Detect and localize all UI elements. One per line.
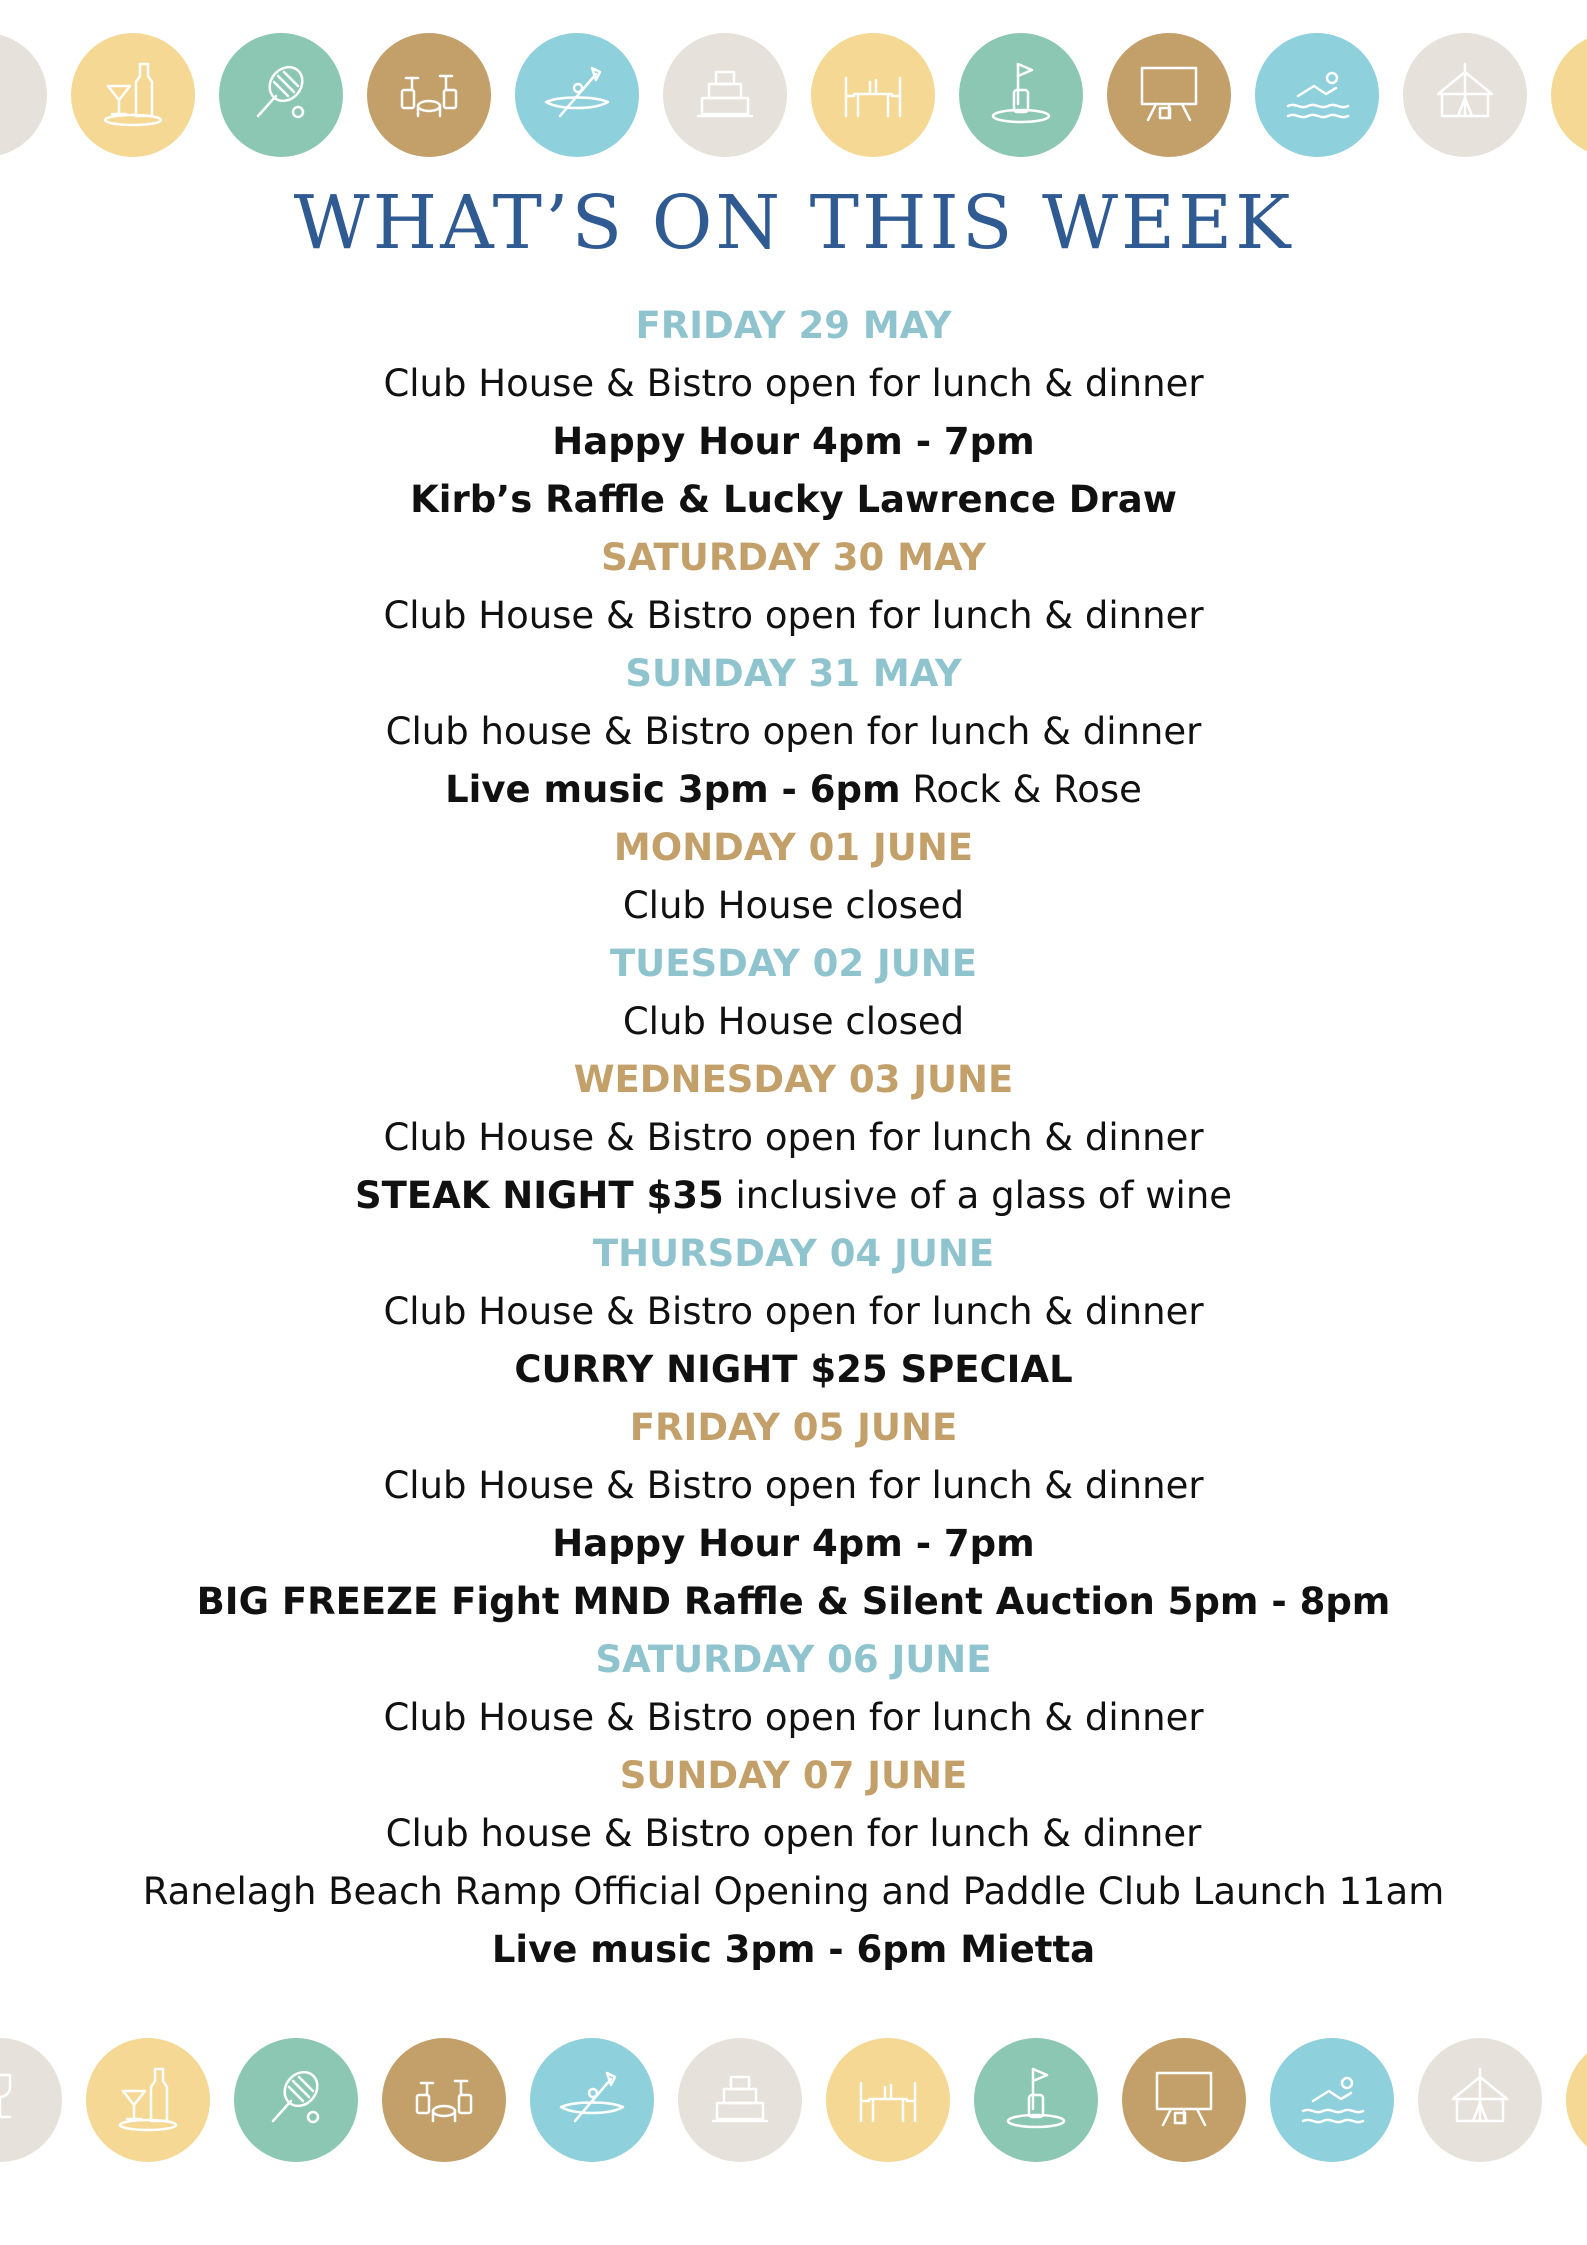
dining-table-badge	[826, 2038, 950, 2162]
event-line	[0, 1573, 1587, 1631]
day-heading: FRIDAY 05 JUNE	[629, 1406, 958, 1449]
event-line	[0, 877, 1587, 935]
wedding-cake-icon	[682, 50, 768, 140]
event-text: Club house & Bistro open for lunch & dinner	[385, 710, 1202, 753]
wedding-cake-badge	[663, 33, 787, 157]
event-text: Club House & Bistro open for lunch & dinner	[383, 362, 1204, 405]
wedding-cake-badge	[678, 2038, 802, 2162]
movie-screen-icon	[1126, 50, 1212, 140]
swimmer-badge	[1270, 2038, 1394, 2162]
cocktail-bottle-icon	[90, 50, 176, 140]
day-heading: SUNDAY 07 JUNE	[619, 1754, 968, 1797]
kayak-paddle-icon	[549, 2055, 635, 2145]
bottom-icon-strip	[0, 2035, 1587, 2165]
event-line	[0, 355, 1587, 413]
event-text: Club House & Bistro open for lunch & dinner	[383, 1116, 1204, 1159]
event-highlight: STEAK NIGHT $35	[354, 1174, 724, 1217]
event-text: Ranelagh Beach Ramp Official Opening and Paddle Club Launch 11am	[142, 1870, 1445, 1913]
day-heading: TUESDAY 02 JUNE	[609, 942, 978, 985]
dining-table-icon	[830, 50, 916, 140]
circus-tent-badge	[1418, 2038, 1542, 2162]
event-line	[0, 1863, 1587, 1921]
kayak-paddle-badge	[515, 33, 639, 157]
movie-screen-icon	[1141, 2055, 1227, 2145]
event-text: Club House & Bistro open for lunch & dinner	[383, 594, 1204, 637]
event-text: Club House & Bistro open for lunch & dinner	[383, 1696, 1204, 1739]
wine-glass-icon	[0, 2055, 43, 2145]
event-line	[0, 1457, 1587, 1515]
drum-kit-badge	[367, 33, 491, 157]
event-text: Club House & Bistro open for lunch & dinner	[383, 1464, 1204, 1507]
circus-tent-badge	[1403, 33, 1527, 157]
swimmer-badge	[1255, 33, 1379, 157]
event-text: inclusive of a glass of wine	[723, 1174, 1233, 1217]
event-line	[0, 1283, 1587, 1341]
event-line	[0, 1167, 1587, 1225]
event-line	[0, 1341, 1587, 1399]
swimmer-icon	[1274, 50, 1360, 140]
drum-kit-icon	[386, 50, 472, 140]
event-line	[0, 761, 1587, 819]
day-heading: SATURDAY 30 MAY	[601, 536, 986, 579]
day-heading: WEDNESDAY 03 JUNE	[573, 1058, 1014, 1101]
cocktail-bottle-badge	[86, 2038, 210, 2162]
wedding-cake-icon	[697, 2055, 783, 2145]
event-line	[0, 471, 1587, 529]
day-heading: FRIDAY 29 MAY	[635, 304, 952, 347]
event-highlight: Live music 3pm - 6pm	[445, 768, 901, 811]
event-line	[0, 703, 1587, 761]
day-heading: THURSDAY 04 JUNE	[592, 1232, 995, 1275]
tennis-racket-icon	[238, 50, 324, 140]
event-line	[0, 413, 1587, 471]
dining-table-badge	[811, 33, 935, 157]
golf-flag-icon	[978, 50, 1064, 140]
event-highlight: Kirb’s Raffle & Lucky Lawrence Draw	[410, 478, 1177, 521]
event-highlight: Happy Hour 4pm - 7pm	[552, 1522, 1035, 1565]
event-line	[0, 1921, 1587, 1979]
coffee-cup-badge	[1566, 2038, 1587, 2162]
tennis-racket-icon	[253, 2055, 339, 2145]
golf-flag-badge	[974, 2038, 1098, 2162]
drum-kit-icon	[401, 2055, 487, 2145]
event-highlight: BIG FREEZE Fight MND Raffle & Silent Auction 5pm - 8pm	[196, 1580, 1391, 1623]
top-icon-strip	[0, 30, 1587, 160]
movie-screen-badge	[1107, 33, 1231, 157]
event-line	[0, 1805, 1587, 1863]
day-heading: SUNDAY 31 MAY	[625, 652, 962, 695]
kayak-paddle-icon	[534, 50, 620, 140]
event-text: Rock & Rose	[900, 768, 1142, 811]
circus-tent-icon	[1422, 50, 1508, 140]
golf-flag-icon	[993, 2055, 1079, 2145]
event-highlight: Happy Hour 4pm - 7pm	[552, 420, 1035, 463]
kayak-paddle-badge	[530, 2038, 654, 2162]
day-heading: MONDAY 01 JUNE	[613, 826, 974, 869]
event-line	[0, 993, 1587, 1051]
swimmer-icon	[1289, 2055, 1375, 2145]
event-text: Club House closed	[622, 884, 965, 927]
circus-tent-icon	[1437, 2055, 1523, 2145]
event-text: Club House closed	[622, 1000, 965, 1043]
movie-screen-badge	[1122, 2038, 1246, 2162]
event-highlight: CURRY NIGHT $25 SPECIAL	[514, 1348, 1073, 1391]
event-text: Club House & Bistro open for lunch & dinner	[383, 1290, 1204, 1333]
event-line	[0, 1689, 1587, 1747]
coffee-cup-icon	[1570, 50, 1587, 140]
wine-glass-icon	[0, 50, 28, 140]
cocktail-bottle-badge	[71, 33, 195, 157]
event-text: Club house & Bistro open for lunch & dinner	[385, 1812, 1202, 1855]
event-highlight: Live music 3pm - 6pm Mietta	[491, 1928, 1096, 1971]
wine-glass-badge	[0, 2038, 62, 2162]
event-line	[0, 587, 1587, 645]
golf-flag-badge	[959, 33, 1083, 157]
tennis-racket-badge	[219, 33, 343, 157]
weekly-schedule	[0, 297, 1587, 1979]
tennis-racket-badge	[234, 2038, 358, 2162]
coffee-cup-badge	[1551, 33, 1587, 157]
event-line	[0, 1515, 1587, 1573]
drum-kit-badge	[382, 2038, 506, 2162]
cocktail-bottle-icon	[105, 2055, 191, 2145]
wine-glass-badge	[0, 33, 47, 157]
day-heading: SATURDAY 06 JUNE	[595, 1638, 992, 1681]
page-title: WHAT’S ON THIS WEEK	[293, 180, 1294, 266]
event-line	[0, 1109, 1587, 1167]
dining-table-icon	[845, 2055, 931, 2145]
